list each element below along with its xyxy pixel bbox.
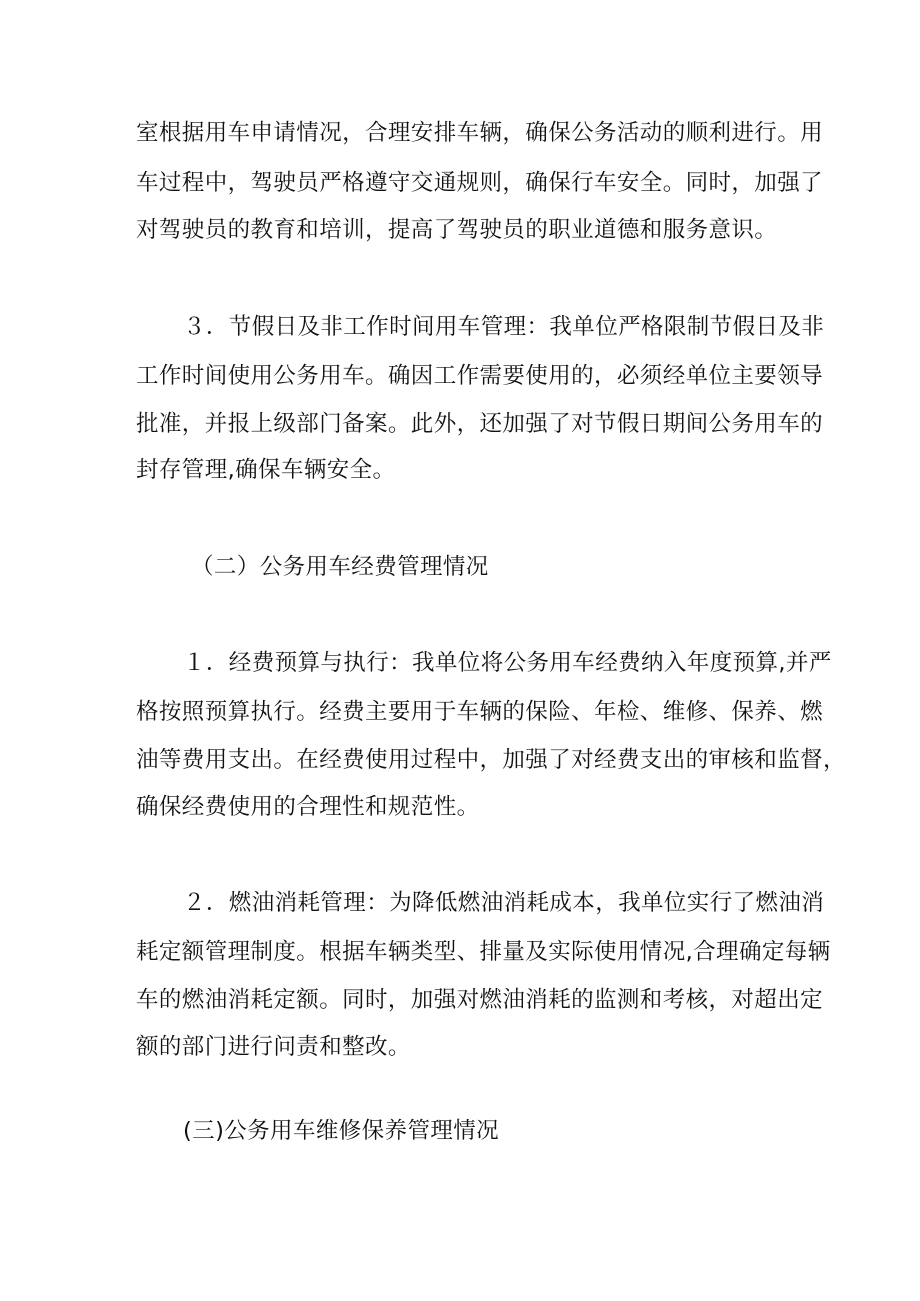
paragraph-4-line-2: 耗定额管理制度。根据车辆类型、排量及实际使用情况,合理确定每辆 <box>136 939 831 965</box>
section-heading-3: (三)公务用车维修保养管理情况 <box>183 1118 500 1144</box>
section-heading-2: （二）公务用车经费管理情况 <box>191 554 489 580</box>
paragraph-3-line-3: 油等费用支出。在经费使用过程中，加强了对经费支出的审核和监督， <box>136 747 846 773</box>
paragraph-2-line-3: 批准，并报上级部门备案。此外，还加强了对节假日期间公务用车的 <box>136 411 824 437</box>
paragraph-4-line-3: 车的燃油消耗定额。同时，加强对燃油消耗的监测和考核，对超出定 <box>136 987 824 1013</box>
paragraph-4-line-4: 额的部门进行问责和整改。 <box>136 1034 411 1060</box>
paragraph-4-line-1: ２．燃油消耗管理：为降低燃油消耗成本，我单位实行了燃油消 <box>183 890 825 916</box>
paragraph-1-line-1: 室根据用车申请情况，合理安排车辆，确保公务活动的顺利进行。用 <box>136 120 824 146</box>
paragraph-1-line-2: 车过程中，驾驶员严格遵守交通规则，确保行车安全。同时，加强了 <box>136 170 824 196</box>
paragraph-3-line-2: 格按照预算执行。经费主要用于车辆的保险、年检、维修、保养、燃 <box>136 699 824 725</box>
paragraph-2-line-1: ３．节假日及非工作时间用车管理：我单位严格限制节假日及非 <box>183 314 825 340</box>
paragraph-3-line-1: １．经费预算与执行：我单位将公务用车经费纳入年度预算,并严 <box>183 650 832 676</box>
paragraph-1-line-3: 对驾驶员的教育和培训，提高了驾驶员的职业道德和服务意识。 <box>136 217 778 243</box>
paragraph-2-line-2: 工作时间使用公务用车。确因工作需要使用的，必须经单位主要领导 <box>136 363 824 389</box>
paragraph-2-line-4: 封存管理,确保车辆安全。 <box>136 457 396 483</box>
paragraph-3-line-4: 确保经费使用的合理性和规范性。 <box>136 794 480 820</box>
